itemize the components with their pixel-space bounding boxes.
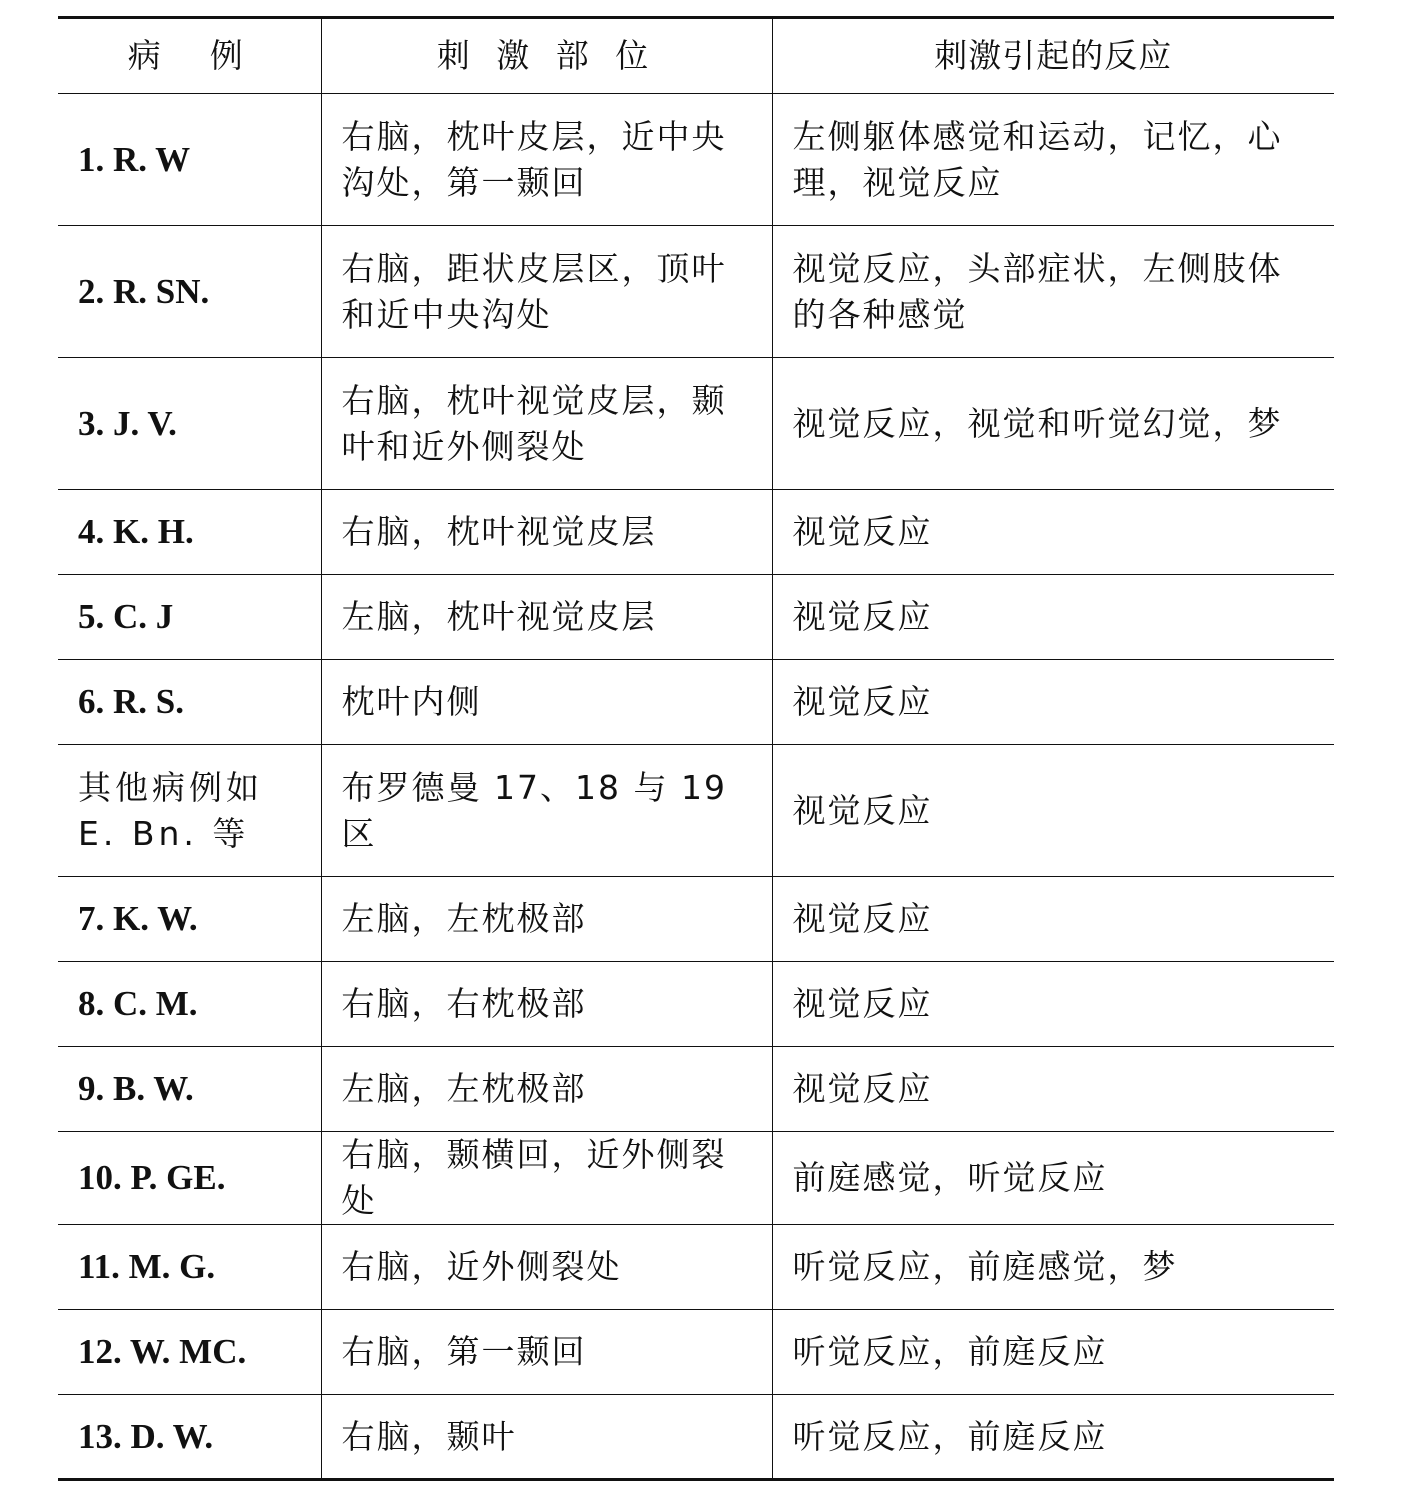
header-case: 病 例 — [58, 18, 321, 94]
stimulation-table — [58, 16, 1334, 1481]
case-cell: 6. R. S. — [58, 660, 321, 745]
case-cell: 13. D. W. — [58, 1395, 321, 1480]
site-cell: 左脑，左枕极部 — [321, 1047, 772, 1132]
case-cell: 5. C. J — [58, 575, 321, 660]
response-cell: 听觉反应，前庭反应 — [772, 1310, 1334, 1395]
response-cell: 视觉反应 — [772, 745, 1334, 877]
site-cell: 右脑，右枕极部 — [321, 962, 772, 1047]
site-cell: 布罗德曼 17、18 与 19 区 — [321, 745, 772, 877]
site-cell: 右脑，枕叶视觉皮层，颞叶和近外侧裂处 — [321, 358, 772, 490]
table-row — [58, 226, 1334, 358]
response-cell: 视觉反应，视觉和听觉幻觉，梦 — [772, 358, 1334, 490]
case-cell: 11. M. G. — [58, 1225, 321, 1310]
response-cell: 视觉反应 — [772, 490, 1334, 575]
site-cell: 右脑，距状皮层区，顶叶和近中央沟处 — [321, 226, 772, 358]
response-cell: 听觉反应，前庭反应 — [772, 1395, 1334, 1480]
site-cell: 枕叶内侧 — [321, 660, 772, 745]
site-cell: 右脑，枕叶视觉皮层 — [321, 490, 772, 575]
response-cell: 视觉反应 — [772, 877, 1334, 962]
table-row — [58, 490, 1334, 575]
table-row — [58, 575, 1334, 660]
table-row — [58, 962, 1334, 1047]
site-cell: 右脑，第一颞回 — [321, 1310, 772, 1395]
case-cell: 3. J. V. — [58, 358, 321, 490]
case-cell: 1. R. W — [58, 94, 321, 226]
table-row — [58, 660, 1334, 745]
site-cell: 右脑，枕叶皮层，近中央沟处，第一颞回 — [321, 94, 772, 226]
response-cell: 前庭感觉，听觉反应 — [772, 1132, 1334, 1225]
table-row — [58, 1047, 1334, 1132]
response-cell: 视觉反应 — [772, 575, 1334, 660]
table-row — [58, 94, 1334, 226]
response-cell: 视觉反应，头部症状，左侧肢体的各种感觉 — [772, 226, 1334, 358]
table-header-row — [58, 18, 1334, 94]
table-row — [58, 745, 1334, 877]
table-row — [58, 1132, 1334, 1225]
case-cell: 7. K. W. — [58, 877, 321, 962]
table-row — [58, 1310, 1334, 1395]
case-cell: 2. R. SN. — [58, 226, 321, 358]
case-cell: 其他病例如E. Bn. 等 — [58, 745, 321, 877]
table-row — [58, 1225, 1334, 1310]
case-cell: 4. K. H. — [58, 490, 321, 575]
response-cell: 视觉反应 — [772, 1047, 1334, 1132]
case-cell: 8. C. M. — [58, 962, 321, 1047]
site-cell: 左脑，枕叶视觉皮层 — [321, 575, 772, 660]
response-cell: 视觉反应 — [772, 660, 1334, 745]
table-row — [58, 358, 1334, 490]
response-cell: 左侧躯体感觉和运动，记忆，心理，视觉反应 — [772, 94, 1334, 226]
case-cell: 9. B. W. — [58, 1047, 321, 1132]
site-cell: 右脑，颞叶 — [321, 1395, 772, 1480]
site-cell: 左脑，左枕极部 — [321, 877, 772, 962]
header-response: 刺激引起的反应 — [772, 18, 1334, 94]
response-cell: 视觉反应 — [772, 962, 1334, 1047]
site-cell: 右脑，颞横回，近外侧裂处 — [321, 1132, 772, 1225]
table-row — [58, 1395, 1334, 1480]
response-cell: 听觉反应，前庭感觉，梦 — [772, 1225, 1334, 1310]
table-row — [58, 877, 1334, 962]
header-site: 刺 激 部 位 — [321, 18, 772, 94]
site-cell: 右脑，近外侧裂处 — [321, 1225, 772, 1310]
case-cell: 12. W. MC. — [58, 1310, 321, 1395]
case-cell: 10. P. GE. — [58, 1132, 321, 1225]
